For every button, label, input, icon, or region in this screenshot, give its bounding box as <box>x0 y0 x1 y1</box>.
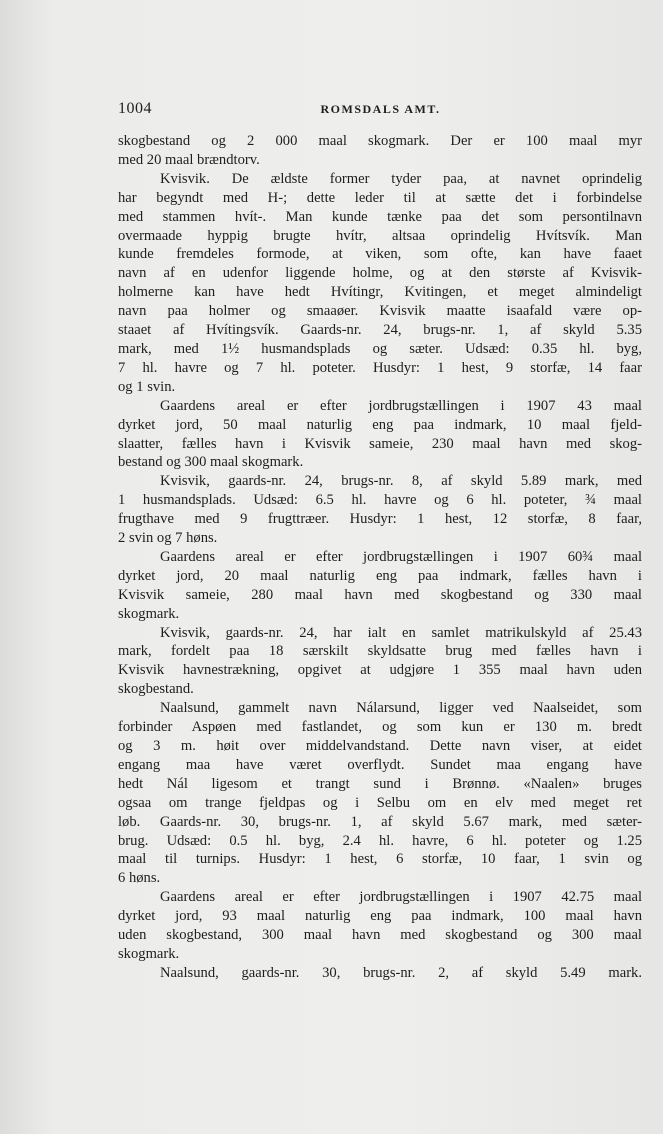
text-line: navn af en udenfor liggende holme, og at den største af Kvisvik- <box>118 265 642 282</box>
text-line: og 1 svin. <box>118 378 176 395</box>
text-line: 2 svin og 7 høns. <box>118 530 218 547</box>
text-line: slaatter, fælles havn i Kvisvik sameie, 230 maal havn med skog- <box>118 435 642 452</box>
text-line: hedt Nál ligesom et trangt sund i Brønnø. «Naalen» bruges <box>118 775 642 792</box>
text-line: navn paa holmer og smaaøer. Kvisvik maatte isaafald være op- <box>118 303 642 320</box>
text-line: 7 hl. havre og 7 hl. poteter. Husdyr: 1 hest, 9 storfæ, 14 faar <box>118 359 642 376</box>
text-line: forbinder Aspøen med fastlandet, og som kun er 130 m. bredt <box>118 719 642 736</box>
text-line: kunde fremdeles formode, at viken, som ofte, kan have faaet <box>118 246 642 263</box>
text-line: Gaardens areal er efter jordbrugstællingen i 1907 60¾ maal <box>160 548 642 565</box>
text-line: dyrket jord, 50 maal naturlig eng paa indmark, 10 maal fjeld- <box>118 416 642 433</box>
text-line: brug. Udsæd: 0.5 hl. byg, 2.4 hl. havre, 6 hl. poteter og 1.25 <box>118 832 642 849</box>
text-line: skogmark. <box>118 605 180 622</box>
text-line: mark, med 1½ husmandsplads og sæter. Udsæd: 0.35 hl. byg, <box>118 340 642 357</box>
text-line: med stammen hvít-. Man kunde tænke paa det som persontilnavn <box>118 208 642 225</box>
text-line: maal til turnips. Husdyr: 1 hest, 6 storfæ, 10 faar, 1 svin og <box>118 851 642 868</box>
text-line: staaet af Hvítingsvík. Gaards-nr. 24, brugs-nr. 1, af skyld 5.35 <box>118 322 642 339</box>
text-line: uden skogbestand, 300 maal havn med skogbestand og 300 maal <box>118 927 642 944</box>
text-line: skogbestand og 2 000 maal skogmark. Der er 100 maal myr <box>118 133 642 149</box>
text-line: løb. Gaards-nr. 30, brugs-nr. 1, af skyld 5.67 mark, med sæter- <box>118 813 642 830</box>
text-line: engang maa have været overflydt. Sundet maa engang have <box>118 756 642 773</box>
text-line: Kvisvik havnestrækning, opgivet at udgjøre 1 355 maal havn uden <box>118 662 642 679</box>
text-line: Kvisvik sameie, 280 maal havn med skogbestand og 330 maal <box>118 586 642 603</box>
text-line: Kvisvik. De ældste former tyder paa, at navnet oprindelig <box>160 170 642 187</box>
text-line: skogmark. <box>118 945 180 962</box>
text-line: dyrket jord, 20 maal naturlig eng paa indmark, fælles havn i <box>118 567 642 584</box>
text-line: frugthave med 9 frugttræer. Husdyr: 1 hest, 12 storfæ, 8 faar, <box>118 511 642 528</box>
text-line: og 3 m. høit over middelvandstand. Dette navn viser, at eidet <box>118 738 642 754</box>
text-line: holmerne kan have hedt Hvítingr, Kvitingen, et meget almindeligt <box>118 284 642 301</box>
text-line: Gaardens areal er efter jordbrugstællingen i 1907 43 maal <box>160 397 642 414</box>
text-line: Naalsund, gammelt navn Nálarsund, ligger ved Naalseidet, som <box>160 700 642 717</box>
page-header <box>118 100 643 122</box>
text-line: 1 husmandsplads. Udsæd: 6.5 hl. havre og 6 hl. poteter, ¾ maal <box>118 492 642 509</box>
text-line: Gaardens areal er efter jordbrugstællingen i 1907 42.75 maal <box>160 889 642 906</box>
text-line: mark, fordelt paa 18 særskilt skyldsatte brug med fælles havn i <box>118 643 642 660</box>
text-line: Naalsund, gaards-nr. 30, brugs-nr. 2, af skyld 5.49 mark. <box>160 964 642 981</box>
text-line: med 20 maal brændtorv. <box>118 151 260 168</box>
text-line: overmaade hyppig brugte hvítr, altsaa oprindelig Hvítsvík. Man <box>118 227 642 244</box>
page-number: 1004 <box>118 100 152 117</box>
text-line: ogsaa om trange fjeldpas og i Selbu om en elv med meget ret <box>118 794 642 811</box>
running-title: ROMSDALS AMT. <box>320 102 441 116</box>
text-line: 6 høns. <box>118 870 161 887</box>
text-line: Kvisvik, gaards-nr. 24, brugs-nr. 8, af skyld 5.89 mark, med <box>160 473 642 490</box>
text-line: skogbestand. <box>118 681 194 698</box>
body-text <box>118 132 642 983</box>
text-line: bestand og 300 maal skogmark. <box>118 454 304 471</box>
text-line: dyrket jord, 93 maal naturlig eng paa indmark, 100 maal havn <box>118 908 642 925</box>
text-line: Kvisvik, gaards-nr. 24, har ialt en samlet matrikulskyld af 25.43 <box>160 624 642 641</box>
text-line: har begyndt med H-; dette leder til at sætte det i forbindelse <box>118 189 642 206</box>
